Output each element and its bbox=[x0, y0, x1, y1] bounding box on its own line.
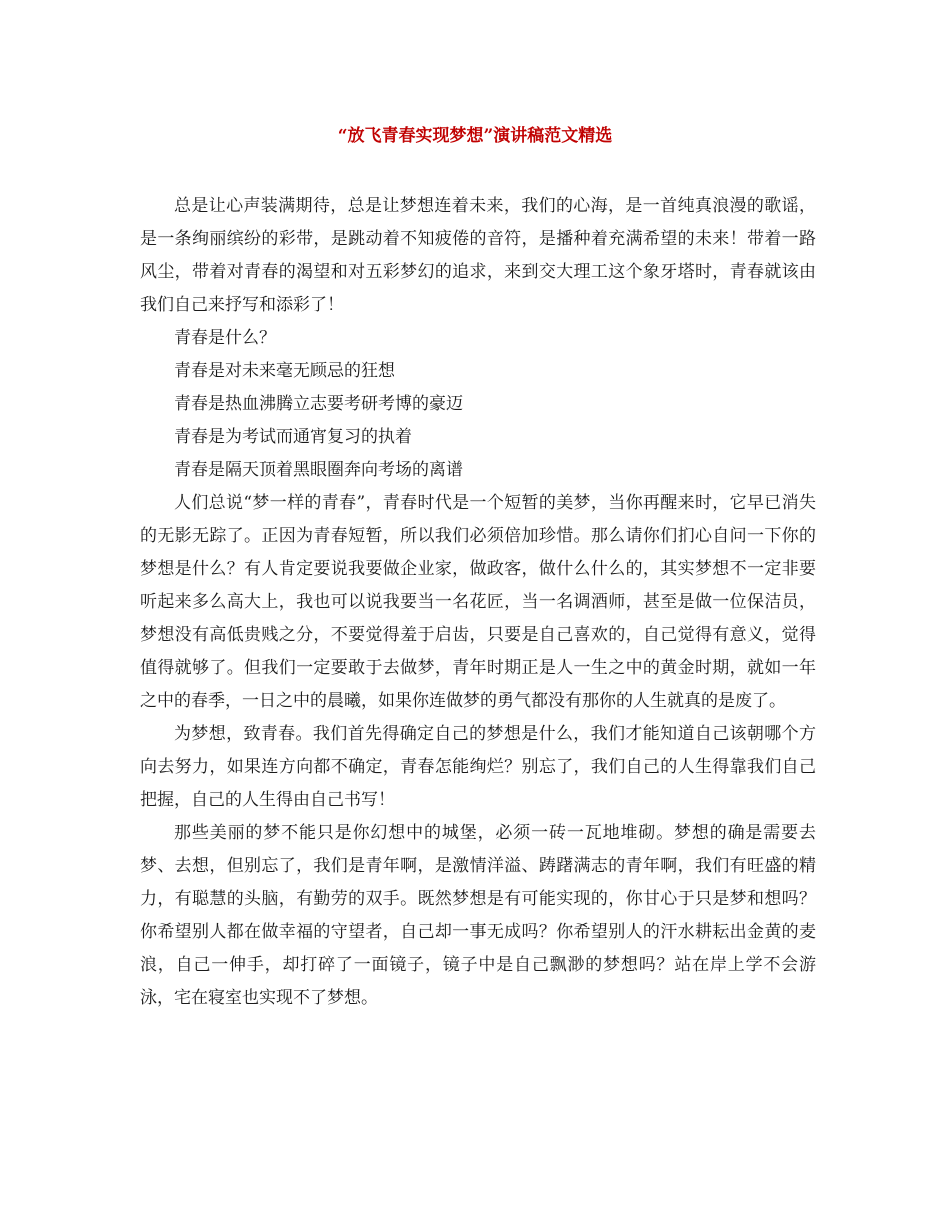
paragraph: 青春是什么？ bbox=[174, 328, 276, 348]
paragraph: 总是让心声装满期待，总是让梦想连着未来，我们的心海，是一首纯真浪漫的歌谣，是一条绚丽缤纷的彩带，是跳动着不知疲倦的音符，是播种着充满希望的未来！带着一路风尘，带着对青春的渴望和对五彩梦幻的追求，来到交大理工这个象牙塔时，青春就该由我们自己来抒写和添彩了！ bbox=[140, 196, 816, 315]
paragraph: 青春是隔天顶着黑眼圈奔向考场的离谱 bbox=[174, 460, 463, 480]
paragraph: 青春是热血沸腾立志要考研考博的豪迈 bbox=[174, 394, 463, 414]
paragraph: 青春是对未来毫无顾忌的狂想 bbox=[174, 361, 395, 381]
document-body bbox=[140, 190, 816, 1015]
paragraph: 为梦想，致青春。我们首先得确定自己的梦想是什么，我们才能知道自己该朝哪个方向去努力，如果连方向都不确定，青春怎能绚烂？别忘了，我们自己的人生得靠我们自己把握，自己的人生得由自己书写！ bbox=[140, 724, 816, 810]
paragraph: 那些美丽的梦不能只是你幻想中的城堡，必须一砖一瓦地堆砌。梦想的确是需要去梦、去想，但别忘了，我们是青年啊，是激情洋溢、踌躇满志的青年啊，我们有旺盛的精力，有聪慧的头脑，有勤劳的双手。既然梦想是有可能实现的，你甘心于只是梦和想吗？你希望别人都在做幸福的守望者，自己却一事无成吗？你希望别人的汗水耕耘出金黄的麦浪，自己一伸手，却打碎了一面镜子，镜子中是自己飘渺的梦想吗？站在岸上学不会游泳，宅在寝室也实现不了梦想。 bbox=[140, 823, 816, 1008]
document-title: “放飞青春实现梦想”演讲稿范文精选 bbox=[337, 126, 613, 146]
paragraph: 人们总说“梦一样的青春”，青春时代是一个短暂的美梦，当你再醒来时，它早已消失的无影无踪了。正因为青春短暂，所以我们必须倍加珍惜。那么请你们扪心自问一下你的梦想是什么？有人肯定要说我要做企业家，做政客，做什么什么的，其实梦想不一定非要听起来多么高大上，我也可以说我要当一名花匠，当一名调酒师，甚至是做一位保洁员，梦想没有高低贵贱之分，不要觉得羞于启齿，只要是自己喜欢的，自己觉得有意义，觉得值得就够了。但我们一定要敢于去做梦，青年时期正是人一生之中的黄金时期，就如一年之中的春季，一日之中的晨曦，如果你连做梦的勇气都没有那你的人生就真的是废了。 bbox=[140, 493, 816, 711]
paragraph: 青春是为考试而通宵复习的执着 bbox=[174, 427, 412, 447]
